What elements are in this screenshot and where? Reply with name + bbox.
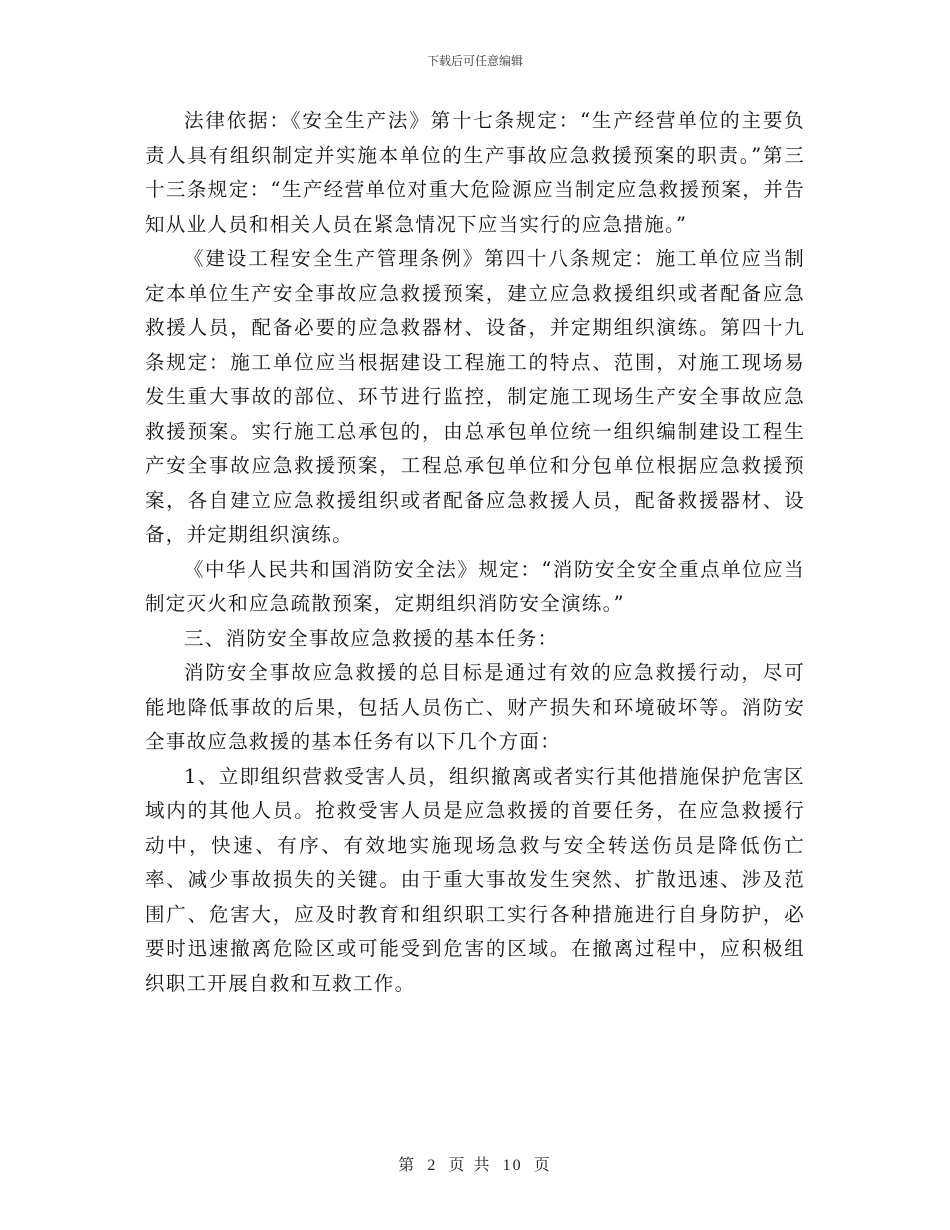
paragraph-task-1: 1、立即组织营救受害人员，组织撤离或者实行其他措施保护危害区域内的其他人员。抢救受害人员是应急救援的首要任务，在应急救援行动中，快速、有序、有效地实施现场急救与安全转送伤员是降低伤亡率、减少事故损失的关键。由于重大事故发生突然、扩散迅速、涉及范围广、危害大，应及时教育和组织职工实行各种措施进行自身防护，必要时迅速撤离危险区或可能受到危害的区域。在撤离过程中，应积极组织职工开展自救和互救工作。 (145, 764, 805, 995)
page-footer (0, 1152, 950, 1175)
paragraph-fire-safety-law: 《中华人民共和国消防安全法》规定：“消防安全安全重点单位应当制定灭火和应急疏散预案，定期组织消防安全演练。” (145, 557, 805, 615)
paragraph-construction-regulation: 《建设工程安全生产管理条例》第四十八条规定：施工单位应当制定本单位生产安全事故应急救援预案，建立应急救援组织或者配备应急救援人员，配备必要的应急救器材、设备，并定期组织演练。第四十九条规定：施工单位应当根据建设工程施工的特点、范围，对施工现场易发生重大事故的部位、环节进行监控，制定施工现场生产安全事故应急救援预案。实行施工总承包的，由总承包单位统一组织编制建设工程生产安全事故应急救援预案，工程总承包单位和分包单位根据应急救援预案，各自建立应急救援组织或者配备应急救援人员，配备救援器材、设备，并定期组织演练。 (145, 247, 805, 546)
page-header-note: 下载后可任意编辑 (426, 54, 523, 68)
document-body (145, 104, 805, 1001)
paragraph-overall-goal: 消防安全事故应急救援的总目标是通过有效的应急救援行动，尽可能地降低事故的后果，包括人员伤亡、财产损失和环境破坏等。消防安全事故应急救援的基本任务有以下几个方面： (145, 661, 805, 753)
footer-middle: 页 共 (448, 1155, 492, 1174)
footer-suffix: 页 (533, 1155, 552, 1174)
paragraph-legal-basis: 法律依据：《安全生产法》第十七条规定：“生产经营单位的主要负责人具有组织制定并实施本单位的生产事故应急救援预案的职责。”第三十三条规定：“生产经营单位对重大危险源应当制定应急救援预案，并告知从业人员和相关人员在紧急情况下应当实行的应急措施。” (145, 109, 805, 236)
section-heading-basic-tasks: 三、消防安全事故应急救援的基本任务： (184, 626, 559, 650)
footer-total-pages: 10 (502, 1157, 523, 1174)
footer-prefix: 第 (398, 1155, 417, 1174)
footer-page-number: 2 (427, 1157, 438, 1174)
